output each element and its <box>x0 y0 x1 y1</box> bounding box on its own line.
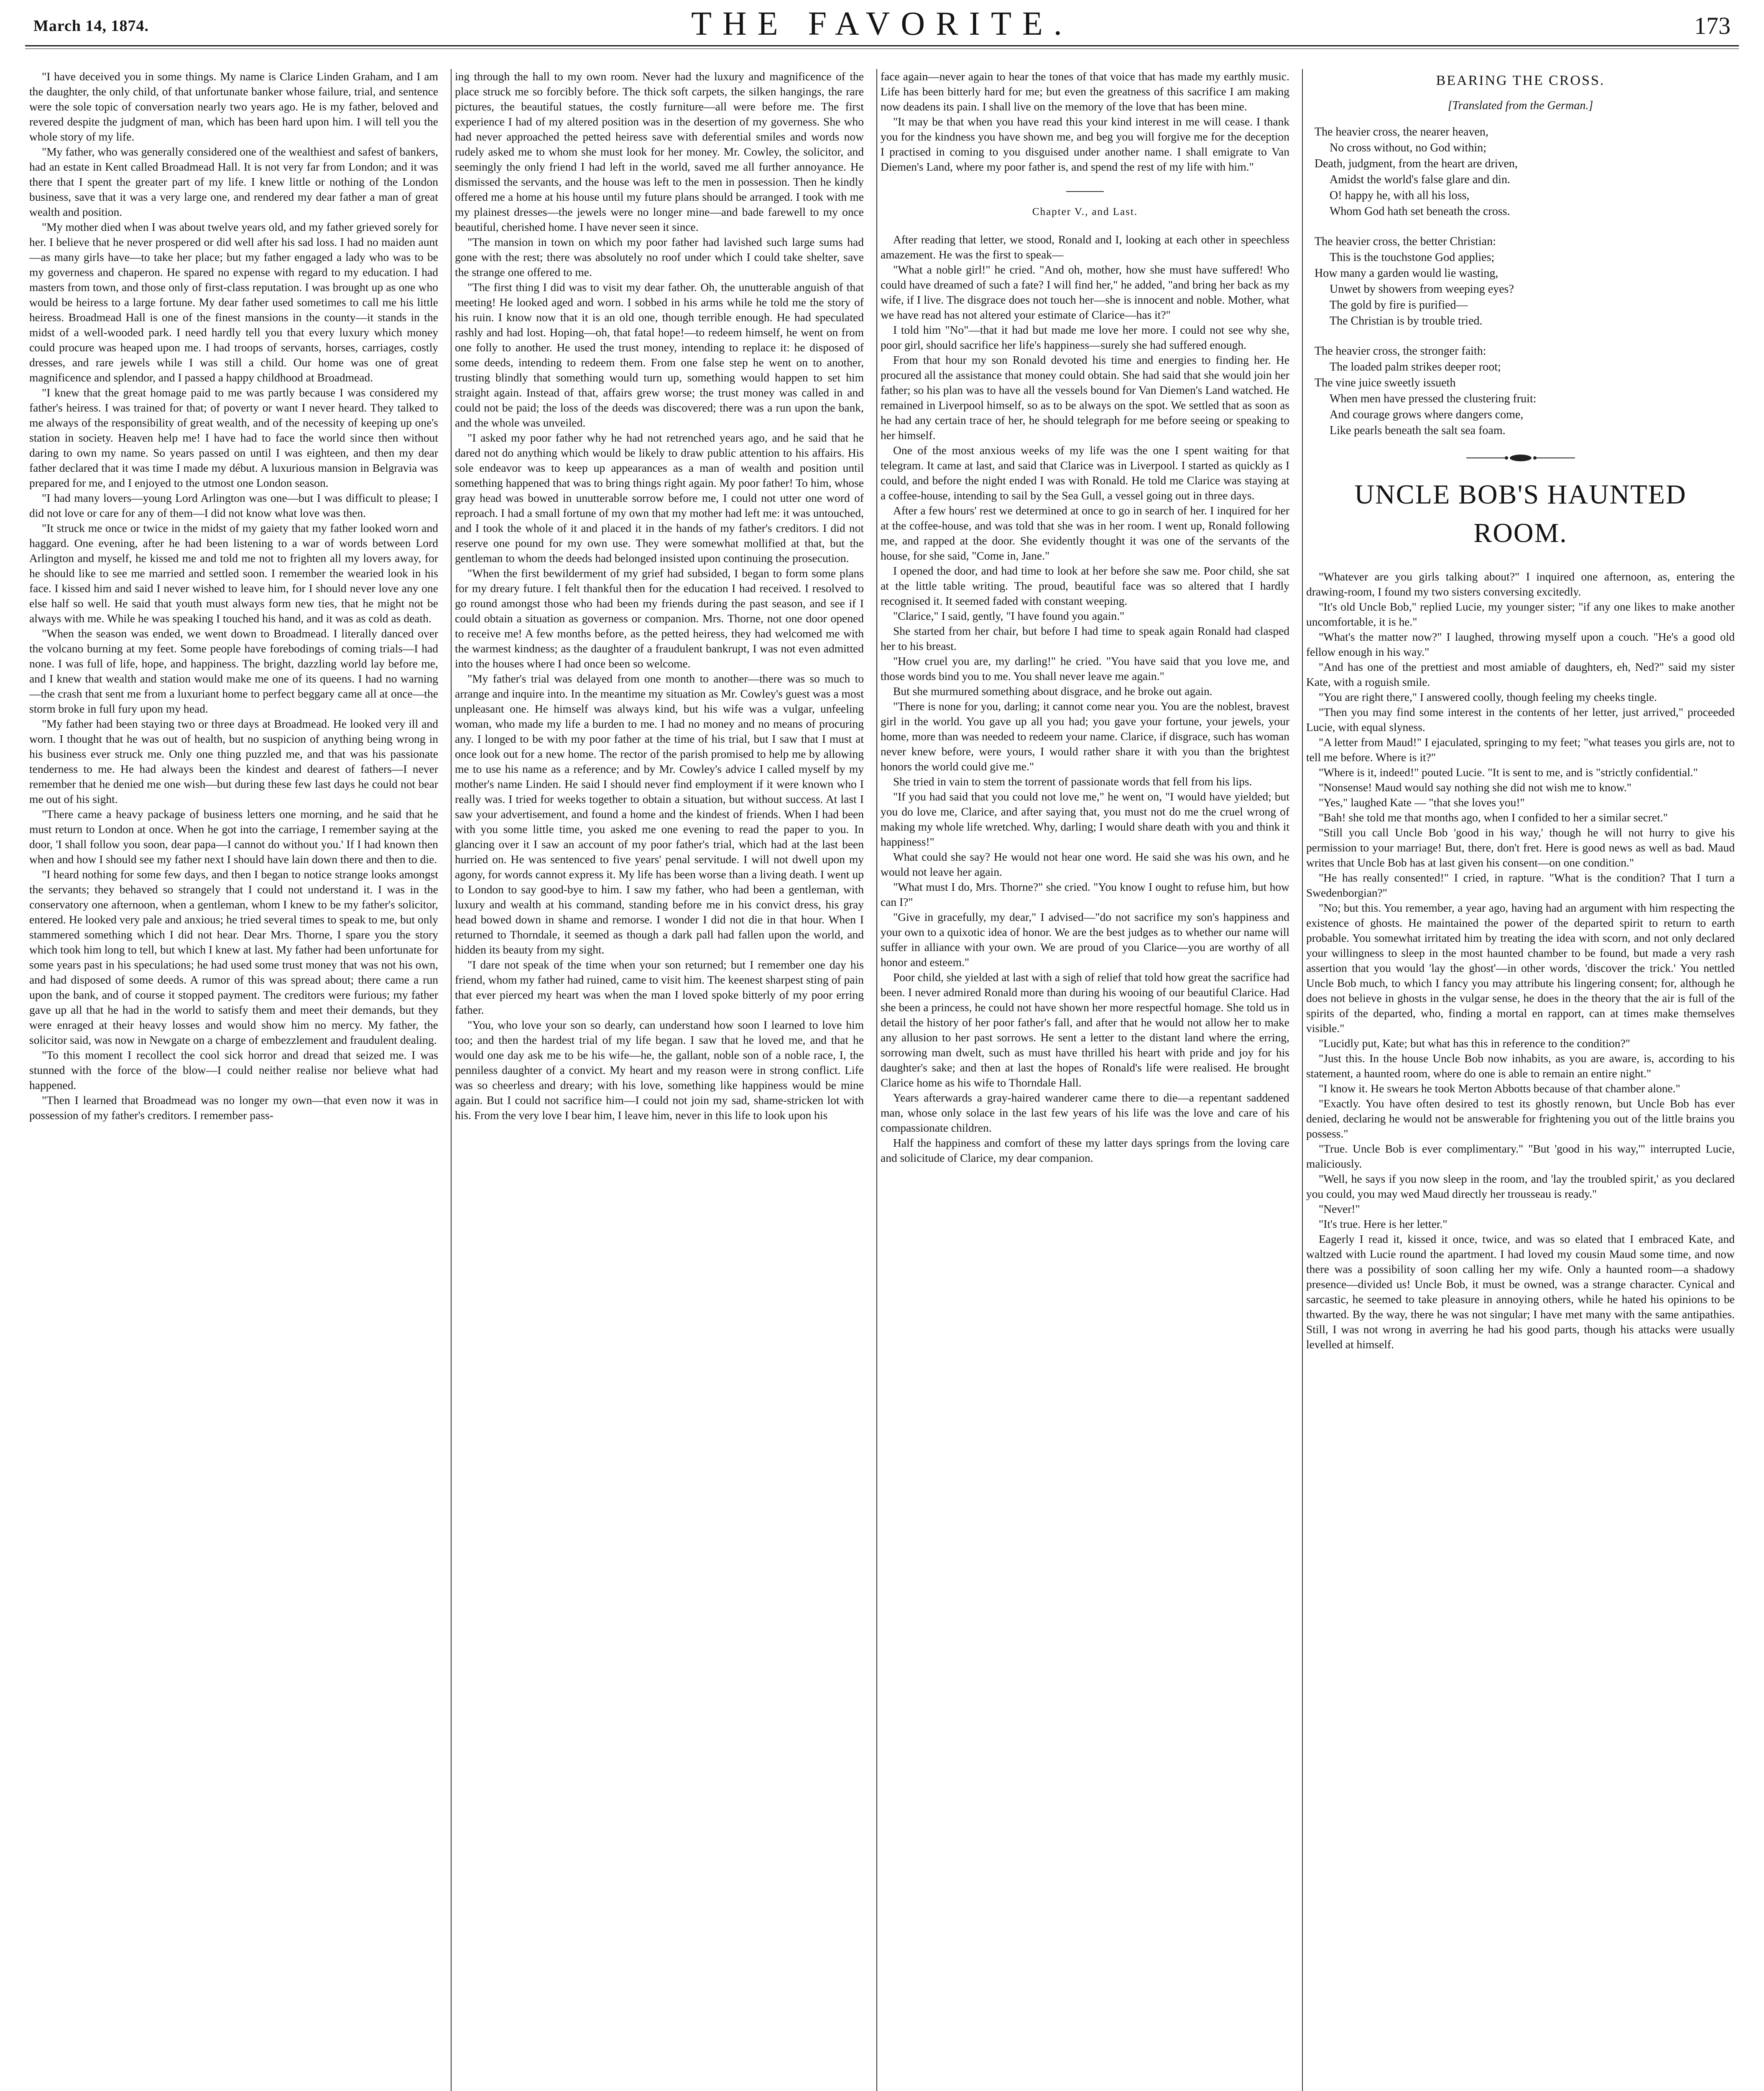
article-paragraph: Eagerly I read it, kissed it once, twice, and was so elated that I embraced Kate, and waltzed with Lucie round the apartment. I had loved my cousin Maud some time, and now there was a possibility of soon calling her my wife. Only a haunted room—a shadowy presence—divided us! Uncle Bob, it must be owned, was a strange character. Cynical and sarcastic, he seemed to take pleasure in annoying others, while he hated his opinions to be thwarted. By the way, there he was not singular; I have met many with the same antipathies. Still, I was not wrong in averring he had his good parts, though his attacks were usually levelled at himself. <box>1306 1232 1735 1351</box>
poem-line: Amidst the world's false glare and din. <box>1330 173 1510 186</box>
article-paragraph: But she murmured something about disgrace, and he broke out again. <box>893 685 1213 698</box>
masthead-rule <box>25 45 1739 46</box>
poem-stanza <box>1315 343 1735 439</box>
article-paragraph: "Exactly. You have often desired to test its ghostly renown, but Uncle Bob has ever denied, declaring he would not be answerable for frightening you out of the little brains you possess." <box>1306 1097 1735 1140</box>
article-paragraph: "I heard nothing for some few days, and then I began to notice strange looks amongst the servants; they behaved so strangely that I could not understand it. I was in the conservatory one afternoon, when a gentleman, whom I knew to be my father's solicitor, entered. He looked very pale and anxious; he tried several times to speak to me, but only stammered something which I did not hear. Dear Mrs. Thorne, I spare you the story which took him long to tell, but which I knew at last. My father had been unfortunate for some years past in his speculations; he had used some trust money that was not his own, and had disposed of some deeds. A rumor of this was spread about; there came a run upon the bank, and of course it stopped payment. The creditors were furious; my father gave up all that he had in the world to satisfy them and meet their demands, but they were enraged at their heavy losses and would show him no mercy. My father, the solicitor said, was now in Newgate on a charge of embezzlement and fraudulent dealing. <box>29 868 438 1046</box>
article-paragraph: "Then I learned that Broadmead was no longer my own—that even now it was in possession of my father's creditors. I remember pass- <box>29 1094 438 1122</box>
article-paragraph: "I had many lovers—young Lord Arlington was one—but I was difficult to please; I did not love or care for any of them—I did not know what love was then. <box>29 491 438 519</box>
article-paragraph: "Then you may find some interest in the contents of her letter, just arrived," proceeded Lucie, with equal slyness. <box>1306 706 1735 734</box>
article-paragraph: ing through the hall to my own room. Never had the luxury and magnificence of the place struck me so forcibly before. The thick soft carpets, the silken hangings, the rare pictures, the beautiful statues, the costly furniture—all were before me. The first experience I had of my altered position was in the desertion of my governess. She who had never approached the petted heiress save with deferential smiles and words now rudely asked me to whom she must look for her money. Mr. Cowley, the solicitor, and seemingly the only friend I had left in the world, saved me all further annoyance. He dismissed the servants, and the house was left to the men in possession. Then he kindly offered me a home at his house until my future plans should be arranged. I took with me my plainest dresses—the jewels were no longer mine—and bade farewell to my once beautiful, cherished home. I have never seen it since. <box>455 70 864 233</box>
poem-line: This is the touchstone God applies; <box>1330 251 1495 264</box>
article-paragraph: "I know it. He swears he took Merton Abbotts because of that chamber alone." <box>1319 1082 1680 1095</box>
article-paragraph: "And has one of the prettiest and most amiable of daughters, eh, Ned?" said my sister Kate, with a roguish smile. <box>1306 660 1735 688</box>
poem-stanza <box>1315 124 1735 220</box>
article-paragraph: "To this moment I recollect the cool sick horror and dread that seized me. I was stunned with the force of the blow—I could neither realise nor believe what had happened. <box>29 1048 438 1092</box>
poem-line: No cross without, no God within; <box>1330 141 1486 154</box>
poem-line: The heavier cross, the better Christian: <box>1315 235 1496 248</box>
article-paragraph: "No; but this. You remember, a year ago, having had an argument with him respecting the existence of ghosts. He maintained the power of the departed spirit to return to earth probable. You somewhat irritated him by treating the idea with scorn, and not only declared your willingness to sleep in the most haunted chamber to be found, but made a very rash assertion that you would 'lay the ghost'—in other words, 'discover the trick.' You nettled Uncle Bob much, to which I fancy you may attribute his lingering consent; for, although he does not believe in ghosts in the vulgar sense, he does in the theory that the air is full of the spirits of the departed, who, finding a mortal en rapport, can at times make themselves visible." <box>1306 901 1735 1035</box>
article-paragraph: "You are right there," I answered coolly, though feeling my cheeks tingle. <box>1319 690 1657 703</box>
article-paragraph: "What must I do, Mrs. Thorne?" she cried. "You know I ought to refuse him, but how can I?" <box>881 880 1289 908</box>
article-paragraph: "My father's trial was delayed from one month to another—there was so much to arrange and inquire into. In the meantime my situation as Mr. Cowley's guest was a most unpleasant one. He himself was always kind, but his wife was a vulgar, unfeeling woman, who made my life a burden to me. I had no money and no means of procuring any. I longed to be with my poor father at the time of his trial, but I saw that I must at once look out for a new home. The rector of the parish promised to help me by allowing me to use his name as a reference; and by Mr. Cowley's advice I called myself by my mother's name Linden. He said I should never find employment if it were known who I really was. I tried for weeks together to obtain a situation, but without success. At last I saw your advertisement, and found a home and the kindest of friends. When I had been with you some little time, you asked me one evening to read the paper to you. In glancing over it I saw an account of my poor father's trial, which had at the last been hurried on. He was sentenced to five years' penal servitude. I will not dwell upon my agony, for words cannot express it. My life has been worse than a living death. I went up to London to say good-bye to him. I saw my father, who had been a gentleman, with luxury and wealth at his command, standing before me in his convict dress, his gray head bowed down in shame and remorse. I wonder I did not die in that hour. When I returned to Thorndale, it seemed as though a dark pall had fallen upon the world, and hidden its beauty from my sight. <box>455 672 864 956</box>
article-paragraph: "Yes," laughed Kate — "that she loves you!" <box>1319 796 1525 809</box>
column-1 <box>29 69 438 2091</box>
article-paragraph: "Still you call Uncle Bob 'good in his way,' though he will not hurry to give his permission to your marriage! But, there, don't fret. Here is good news as well as bad. Maud writes that Uncle Bob has at last given his consent—on one condition." <box>1306 826 1735 869</box>
article-paragraph: "Lucidly put, Kate; but what has this in reference to the condition?" <box>1319 1037 1630 1050</box>
article-paragraph: "It struck me once or twice in the midst of my gaiety that my father looked worn and haggard. One evening, after he had been listening to a war of words between Lord Arlington and myself, he kissed me and told me not to frighten all my lovers away, for he should like to see me married and settled soon. I remember the wearied look in his face. I kissed him and said I never wished to leave him, for I should never love any one else half so well. He said that youth must always form new ties, that he might not be always with me. While he was speaking I touched his hand, and it was as cold as death. <box>29 521 438 625</box>
article-paragraph: "How cruel you are, my darling!" he cried. "You have said that you love me, and those words bind you to me. You shall never leave me again." <box>881 654 1289 683</box>
article-paragraph: "Just this. In the house Uncle Bob now inhabits, as you are aware, is, according to his statement, a haunted room, where do one is able to remain an entire night." <box>1306 1052 1735 1080</box>
article-paragraph: "Whatever are you girls talking about?" I inquired one afternoon, as, entering the drawing-room, I found my two sisters conversing excitedly. <box>1306 570 1735 598</box>
poem-title: BEARING THE CROSS. <box>1436 73 1605 88</box>
poem-line: Like pearls beneath the salt sea foam. <box>1330 424 1506 437</box>
poem-line: The loaded palm strikes deeper root; <box>1330 360 1501 373</box>
newspaper-title: THE FAVORITE. <box>691 5 1073 42</box>
article-paragraph: "When the season was ended, we went down to Broadmead. I literally danced over the volcano burning at my feet. Some people have forebodings of coming trials—I had none. I was full of life, hope, and happiness. The bright, dazzling world lay before me, and I knew that wealth and station would make me one of its queens. I had no warning—the crash that sent me from a luxuriant home to perfect beggary came all at once—the storm broke in full fury upon my head. <box>29 627 438 715</box>
poem-stanza <box>1315 234 1735 329</box>
article-paragraph: "The first thing I did was to visit my dear father. Oh, the unutterable anguish of that meeting! He looked aged and worn. I sobbed in his arms while he told me the story of his ruin. I know now that it is an old one, though terrible enough. He had speculated rashly and had lost. Hoping—oh, that fatal hope!—to redeem himself, he went on from one folly to another. He used the trust money, intending to replace it: he disposed of some deeds, intending to redeem them. From one false step he went on to another, trusting blindly that something would turn up, something would happen to set him straight again. Instead of that, affairs grew worse; the trust money was called in and could not be paid; the loss of the deeds was discovered; there was a run upon the bank, and the whole was unveiled. <box>455 281 864 429</box>
article-paragraph: One of the most anxious weeks of my life was the one I spent waiting for that telegram. It came at last, and said that Clarice was in Liverpool. I started as quickly as I could, and before the night ended I was with Ronald. He told me Clarice was staying at a coffee-house, intending to sail by the Sea Gull, a vessel going out in three days. <box>881 444 1289 502</box>
article-paragraph: Years afterwards a gray-haired wanderer came there to die—a repentant saddened man, whose only solace in the last few years of his life was the love and care of his compassionate children. <box>881 1091 1289 1134</box>
article-paragraph: "If you had said that you could not love me," he went on, "I would have yielded; but you do love me, Clarice, and after saying that, you must not do me the cruel wrong of making my whole life wretched. Why, darling; I would share death with you and think it happiness!" <box>881 790 1289 848</box>
poem-line: How many a garden would lie wasting, <box>1315 267 1499 280</box>
article-paragraph: Poor child, she yielded at last with a sigh of relief that told how great the sacrifice had been. I never admired Ronald more than during his wooing of our beautiful Clarice. Had she been a princess, he could not have shown her more respectful homage. She told us in detail the history of her poor father's fall, and after that he would not allow her to make any allusion to her past sorrows. He sent a letter to the distant land where the erring, sorrowing man dwelt, such as must have thrilled his heart with pride and joy for his daughter's sake; and then at last the hopes of Ronald's life were realised. He brought Clarice home as his wife to Thorndale Hall. <box>881 971 1289 1089</box>
article-paragraph: "What a noble girl!" he cried. "And oh, mother, how she must have suffered! Who could have dreamed of such a fate? I will find her," he added, "and bring her back as my wife, if I live. The disgrace does not touch her—she is innocent and noble. Mother, what we have read has not altered your estimate of Clarice—has it?" <box>881 263 1289 321</box>
article-paragraph: "My father, who was generally considered one of the wealthiest and safest of bankers, had an estate in Kent called Broadmead Hall. It is not very far from London; and it was there that I spent the greater part of my life. I knew little or nothing of the London business, save that it was a very large one, and rendered my dear father a man of great wealth and position. <box>29 145 438 218</box>
article-paragraph: "It's old Uncle Bob," replied Lucie, my younger sister; "if any one likes to make another uncomfortable, it is he." <box>1306 600 1735 628</box>
article-paragraph: "He has really consented!" I cried, in rapture. "What is the condition? That I turn a Swedenborgian?" <box>1306 871 1735 899</box>
column-divider <box>451 69 452 2091</box>
article-paragraph: "It's true. Here is her letter." <box>1319 1217 1447 1230</box>
article-paragraph: "I dare not speak of the time when your son returned; but I remember one day his friend, whom my father had ruined, came to visit him. The keenest sharpest sting of pain that ever pierced my heart was when the man I loved spoke bitterly of my poor erring father. <box>455 958 864 1016</box>
article-paragraph: "I asked my poor father why he had not retrenched years ago, and he said that he dared not do anything which would be likely to draw public attention to his affairs. His sole endeavor was to keep up appearances as a man of wealth and position until something happened that was to bring things right again. My poor father! To him, whose gray head was bowed in unutterable sorrow before me, I could not utter one word of reproach. I had a small fortune of my own that my mother had left me: it was untouched, and I took the whole of it and placed it in the hands of my father's creditors. I did not reserve one pound for my own use. They were somewhat mollified at that, but the gentleman to whom the deeds had belonged insisted upon continuing the prosecution. <box>455 431 864 565</box>
article-paragraph: "Clarice," I said, gently, "I have found you again." <box>893 609 1125 622</box>
article-paragraph: "You, who love your son so dearly, can understand how soon I learned to love him too; and then the hardest trial of my life began. I saw that he loved me, and that he would one day ask me to be his wife—he, the gallant, noble son of a noble race, I, the penniless daughter of a convict. My heart and my reason were in strong conflict. Life was so cheerless and dreary; with his love, something like happiness would be mine again. But I could not sacrifice him—I could not join my sad, shame-stricken lot with his. From the very love I bear him, I leave him, never in this life to look upon his <box>455 1018 864 1122</box>
column-4 <box>1306 69 1735 2091</box>
article-paragraph: "My father had been staying two or three days at Broadmead. He looked very ill and worn. I thought that he was out of health, but no suspicion of anything being wrong in his business ever struck me. Only one thing puzzled me, and that was his passionate tenderness to me. He had always been the kindest and dearest of fathers—I never remember that he denied me one wish—but during these few last days he could not bear me out of his sight. <box>29 717 438 805</box>
article-paragraph: "There is none for you, darling; it cannot come near you. You are the noblest, bravest girl in the world. You gave up all you had; you gave your fortune, your jewels, your home, more than was needed to redeem your name. Clarice, if disgrace, such has woman never knew before, were yours, I would rather share it with you than the brightest honors the world could give me." <box>881 700 1289 773</box>
article-paragraph: "The mansion in town on which my poor father had lavished such large sums had gone with the rest; there was absolutely no roof under which I could take shelter, save the strange one offered to me. <box>455 235 864 279</box>
poem-line: Death, judgment, from the heart are driven, <box>1315 157 1518 170</box>
poem-line: The heavier cross, the stronger faith: <box>1315 345 1486 358</box>
page-number: 173 <box>1694 12 1731 39</box>
article-paragraph: From that hour my son Ronald devoted his time and energies to finding her. He procured all the assistance that money could obtain. She had said that she would join her father; so his plan was to have all the vessels bound for Van Diemen's Land watched. He remained in Liverpool himself, so as to be always on the spot. We settled that as soon as he had any certain trace of her, he should telegraph for me before seeing or speaking to her himself. <box>881 353 1289 442</box>
article-paragraph: "True. Uncle Bob is ever complimentary." "But 'good in his way,'" interrupted Lucie, maliciously. <box>1306 1142 1735 1170</box>
story-title-line: ROOM. <box>1473 518 1567 548</box>
article-paragraph: I told him "No"—that it had but made me love her more. I could not see why she, poor girl, should sacrifice her life's happiness—surely she had suffered enough. <box>881 323 1289 351</box>
column-divider <box>876 69 877 2091</box>
column-2 <box>455 69 864 2091</box>
poem-line: The heavier cross, the nearer heaven, <box>1315 125 1488 138</box>
poem-translation-note: [Translated from the German.] <box>1447 99 1593 112</box>
article-paragraph: "Where is it, indeed!" pouted Lucie. "It is sent to me, and is "strictly confidential." <box>1319 766 1698 779</box>
article-paragraph: "I have deceived you in some things. My name is Clarice Linden Graham, and I am the daughter, the only child, of that unfortunate banker whose failure, trial, and sentence were the sole topic of conversation nearly two years ago. He is my father, beloved and revered despite the judgment of man, which has been hard upon him. I will tell you the whole story of my life. <box>29 70 438 143</box>
masthead <box>25 0 1739 43</box>
article-paragraph: "Bah! she told me that months ago, when I confided to her a similar secret." <box>1319 811 1668 824</box>
article-paragraph: I opened the door, and had time to look at her before she saw me. Poor child, she sat at the little table writing. The proud, beautiful face was so altered that I hardly recognised it. It seemed faded with constant weeping. <box>881 564 1289 607</box>
article-paragraph: "There came a heavy package of business letters one morning, and he said that he must return to London at once. When he got into the carriage, I remember saying at the door, 'I shall follow you soon, dear papa—I cannot do without you.' If I had known then when and how I should see my father next I should have lain down there and then to die. <box>29 808 438 866</box>
article-paragraph: "When the first bewilderment of my grief had subsided, I began to form some plans for my dreary future. I felt thankful then for the education I had received. I resolved to go round amongst those who had been my friends during the past season, and see if I could obtain a situation as governess or companion. Mrs. Thorne, not one door opened to receive me! A few months before, as the petted heiress, they had welcomed me with the warmest kindness; as the daughter of a fraudulent bankrupt, I was not even admitted into the houses where I had once been so welcome. <box>455 567 864 670</box>
poem-line: O! happy he, with all his loss, <box>1330 189 1470 202</box>
article-paragraph: Half the happiness and comfort of these my latter days springs from the loving care and solicitude of Clarice, my dear companion. <box>881 1136 1289 1164</box>
poem-line: And courage grows where dangers come, <box>1330 408 1524 421</box>
column-divider <box>1302 69 1303 2091</box>
article-paragraph: "What's the matter now?" I laughed, throwing myself upon a couch. "He's a good old fellow enough in his way." <box>1306 630 1735 658</box>
poem-line: The gold by fire is purified— <box>1330 299 1468 312</box>
article-paragraph: face again—never again to hear the tones of that voice that has made my earthly music. Life has been bitterly hard for me; but even the greatness of this sacrifice I am making now deadens its pain. I shall live on the memory of the love that has been mine. <box>881 70 1289 113</box>
article-paragraph: "Give in gracefully, my dear," I advised—"do not sacrifice my son's happiness and your own to a quixotic idea of honor. We are the best judges as to whether our name will suffer in alliance with your own. We are proud of you Clarice—you are worthy of all honor and esteem." <box>881 910 1289 969</box>
article-paragraph: She tried in vain to stem the torrent of passionate words that fell from his lips. <box>893 775 1252 788</box>
article-paragraph: After a few hours' rest we determined at once to go in search of her. I inquired for her at the coffee-house, and was told that she was in her room. I went up, Ronald following me, and rapped at the door. She evidently thought it was one of the servants of the house, for she said, "Come in, Jane." <box>881 504 1289 562</box>
story-title <box>1306 475 1735 552</box>
poem-line: Whom God hath set beneath the cross. <box>1330 205 1510 218</box>
poem-line: When men have pressed the clustering fruit: <box>1330 392 1537 405</box>
issue-date: March 14, 1874. <box>33 17 149 35</box>
article-paragraph: "My mother died when I was about twelve years old, and my father grieved sorely for her. I believe that he never prospered or did well after his sad loss. I had no maiden aunt—as many girls have—to take her place; but my father engaged a lady who was to be my governess and chaperon. He spared no expense with regard to my education. I had masters from town, and those only of first-class reputation. I was brought up as one who would be heiress to a large fortune. My dear father used sometimes to call me his little heiress. Broadmead Hall is one of the finest mansions in the county—it stands in the midst of a well-wooded park. I need hardly tell you that every luxury which money could procure was heaped upon me. I had troops of servants, horses, carriages, costly dresses, and rare jewels while I was still a child. Our home was one of great magnificence and splendor, and I passed a happy childhood at Broadmead. <box>29 220 438 384</box>
column-3 <box>881 69 1289 2091</box>
section-rule <box>1066 191 1104 192</box>
ornament-divider-icon <box>1306 453 1735 463</box>
poem-line: The Christian is by trouble tried. <box>1330 314 1483 327</box>
article-paragraph: What could she say? He would not hear one word. He said she was his own, and he would not leave her again. <box>881 850 1289 878</box>
article-paragraph: "A letter from Maud!" I ejaculated, springing to my feet; "what teases you girls are, not to tell me before. Where is it?" <box>1306 736 1735 764</box>
article-paragraph: "I knew that the great homage paid to me was partly because I was considered my father's heiress. I was trained for that; of poverty or want I never heard. They talked to me always of the responsibility of great wealth, and of the necessity of keeping up one's station in society. Heaven help me! I have had to face the world since then without daring to own my name. So years passed on until I was eighteen, and then my dear father declared that it was time I made my début. A luxurious mansion in Belgravia was prepared for me, and I enjoyed to the utmost one London season. <box>29 386 438 489</box>
article-paragraph: "It may be that when you have read this your kind interest in me will cease. I thank you for the kindness you have shown me, and beg you will forgive me for the deception I practised in coming to you disguised under another name. I shall emigrate to Van Diemen's Land, where my poor father is, and spend the rest of my life with him." <box>881 115 1289 173</box>
article-paragraph: "Well, he says if you now sleep in the room, and 'lay the troubled spirit,' as you declared you could, you may wed Maud directly her trousseau is ready." <box>1306 1172 1735 1200</box>
chapter-heading: Chapter V., and Last. <box>1032 206 1138 217</box>
story-title-line: UNCLE BOB'S HAUNTED <box>1354 479 1687 510</box>
article-paragraph: "Never!" <box>1319 1202 1360 1215</box>
article-paragraph: "Nonsense! Maud would say nothing she did not wish me to know." <box>1319 781 1631 794</box>
poem-line: The vine juice sweetly issueth <box>1315 376 1456 389</box>
poem-line: Unwet by showers from weeping eyes? <box>1330 283 1514 296</box>
article-paragraph: After reading that letter, we stood, Ronald and I, looking at each other in speechless amazement. He was the first to speak— <box>881 233 1289 261</box>
article-paragraph: She started from her chair, but before I had time to speak again Ronald had clasped her to his breast. <box>881 624 1289 652</box>
